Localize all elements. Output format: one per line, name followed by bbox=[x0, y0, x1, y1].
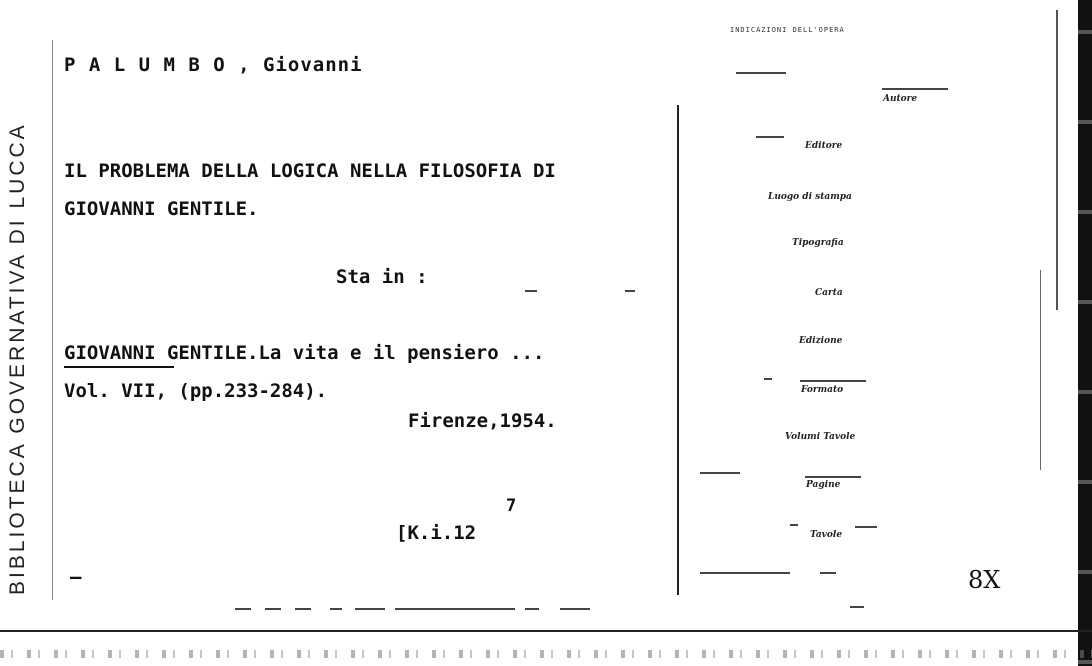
shelfmark: [K.i.12 bbox=[396, 522, 477, 544]
field-pagine: Pagine bbox=[806, 480, 841, 490]
place-date: Firenze,1954. bbox=[408, 410, 557, 432]
field-edizione: Edizione bbox=[799, 336, 843, 346]
dash-row bbox=[560, 608, 590, 610]
dash-row bbox=[395, 608, 515, 610]
dash-row bbox=[235, 608, 251, 610]
field-line bbox=[790, 524, 798, 526]
shelfmark-superscript: 7 bbox=[506, 496, 517, 516]
right-edge-line bbox=[1040, 270, 1041, 470]
column-divider bbox=[677, 105, 679, 595]
field-line bbox=[850, 606, 864, 608]
source-underline bbox=[64, 366, 174, 368]
card-bottom-edge bbox=[0, 630, 1092, 642]
corner-handwritten-mark: 8X bbox=[968, 566, 1001, 594]
left-margin-line bbox=[52, 40, 53, 600]
field-line bbox=[736, 72, 786, 74]
scratch-mark bbox=[525, 290, 537, 292]
in-label: Sta in : bbox=[336, 266, 428, 288]
field-carta: Carta bbox=[815, 288, 843, 298]
field-formato: Formato bbox=[801, 385, 844, 395]
field-luogo: Luogo di stampa bbox=[768, 192, 852, 202]
field-autore: Autore bbox=[883, 94, 918, 104]
dash-row bbox=[330, 608, 342, 610]
field-editore: Editore bbox=[805, 141, 843, 151]
field-line bbox=[700, 472, 740, 474]
dash-row bbox=[355, 608, 385, 610]
scratch-mark bbox=[625, 290, 635, 292]
field-line bbox=[805, 476, 861, 478]
field-line bbox=[756, 136, 784, 138]
field-line bbox=[800, 380, 866, 382]
field-line bbox=[700, 572, 790, 574]
title-line-1: IL PROBLEMA DELLA LOGICA NELLA FILOSOFIA DI bbox=[64, 160, 556, 182]
library-stamp: BIBLIOTECA GOVERNATIVA DI LUCCA bbox=[6, 122, 29, 595]
field-line bbox=[820, 572, 836, 574]
field-tipografia: Tipografia bbox=[792, 238, 844, 248]
field-line bbox=[882, 88, 948, 90]
scanned-edge bbox=[1078, 0, 1092, 666]
author-heading: P A L U M B O , Giovanni bbox=[64, 54, 363, 76]
source-line-1: GIOVANNI GENTILE.La vita e il pensiero ... bbox=[64, 342, 545, 364]
right-edge-line bbox=[1056, 10, 1058, 310]
form-header: INDICAZIONI DELL'OPERA bbox=[730, 26, 845, 34]
title-line-2: GIOVANNI GENTILE. bbox=[64, 198, 259, 220]
field-tavole: Tavole bbox=[810, 530, 843, 540]
dash-row bbox=[265, 608, 281, 610]
source-line-2: Vol. VII, (pp.233-284). bbox=[64, 380, 328, 402]
field-line bbox=[764, 378, 772, 380]
dash-row bbox=[295, 608, 311, 610]
scan-noise bbox=[0, 650, 1092, 658]
dash-row bbox=[525, 608, 539, 610]
bottom-dash: — bbox=[70, 566, 82, 588]
field-volumi: Volumi Tavole bbox=[785, 432, 856, 442]
field-line bbox=[855, 526, 877, 528]
